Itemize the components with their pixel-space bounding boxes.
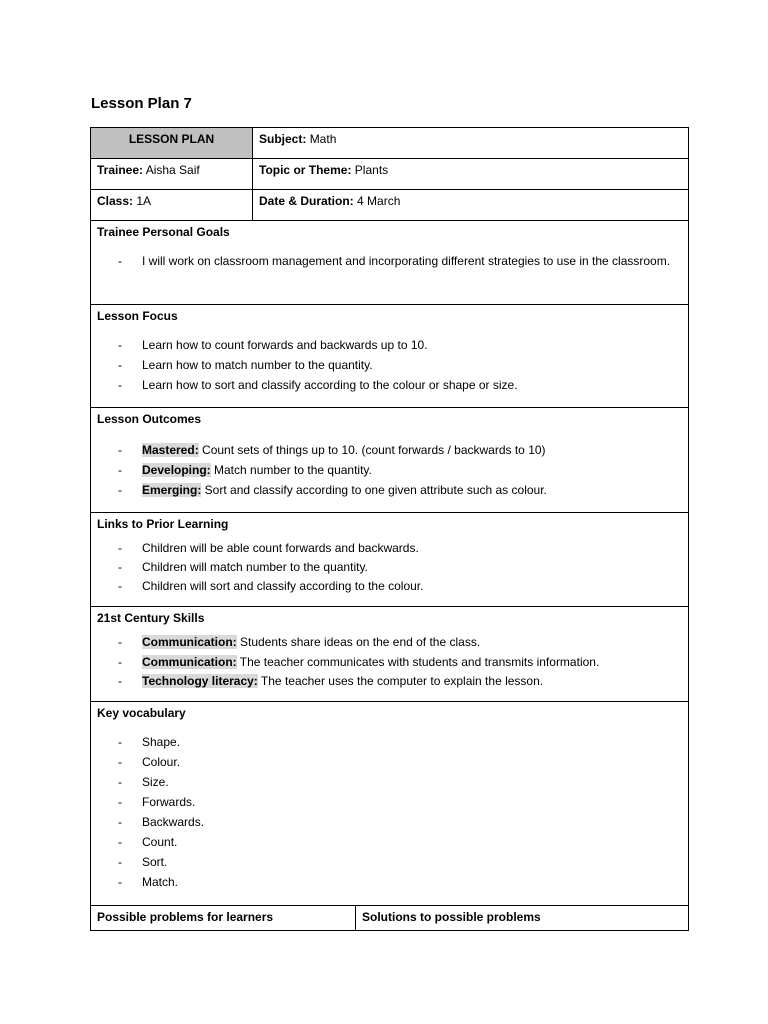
class-label: Class:	[97, 194, 134, 208]
personal-goals-list	[97, 251, 682, 272]
list-item: - Learn how to sort and classify according to the colour or shape or size.	[97, 375, 682, 395]
century-skills-list	[97, 633, 682, 692]
document-title: Lesson Plan 7	[91, 95, 192, 112]
lesson-focus-cell	[91, 305, 689, 408]
date-cell	[253, 190, 689, 221]
section-title: 21st Century Skills	[97, 611, 205, 625]
problems-row	[91, 906, 689, 931]
lesson-focus-list	[97, 335, 682, 395]
trainee-cell	[91, 159, 253, 190]
topic-cell	[253, 159, 689, 190]
skill-text: The teacher uses the computer to explain the lesson.	[257, 674, 544, 688]
list-item: - Shape.	[97, 732, 682, 752]
key-vocabulary-list	[97, 732, 682, 892]
list-item	[97, 460, 682, 480]
list-item: - Children will match number to the quantity.	[97, 558, 682, 577]
trainee-label: Trainee:	[97, 163, 144, 177]
list-item	[97, 653, 682, 673]
trainee-value: Aisha Saif	[145, 163, 200, 177]
lesson-focus-row	[91, 305, 689, 408]
header-row-trainee	[91, 159, 689, 190]
class-cell	[91, 190, 253, 221]
list-item: - Backwards.	[97, 812, 682, 832]
section-title: Lesson Focus	[97, 309, 178, 323]
prior-learning-row	[91, 513, 689, 607]
list-item	[97, 440, 682, 460]
lesson-outcomes-cell	[91, 408, 689, 513]
list-item: - Match.	[97, 872, 682, 892]
section-title: Lesson Outcomes	[97, 412, 202, 426]
skill-text: The teacher communicates with students and transmits information.	[236, 654, 600, 669]
list-item: - Sort.	[97, 852, 682, 872]
outcome-text: Sort and classify according to one given attribute such as colour.	[201, 483, 547, 497]
skill-label: Communication:	[142, 654, 237, 669]
list-item: - Children will be able count forwards and backwards.	[97, 539, 682, 558]
lesson-outcomes-list	[97, 440, 682, 500]
subject-cell	[253, 128, 689, 159]
header-row-subject	[91, 128, 689, 159]
personal-goals-cell	[91, 221, 689, 305]
list-item: - Children will sort and classify according to the colour.	[97, 577, 682, 596]
subject-value: Math	[309, 132, 337, 146]
skill-label: Communication:	[142, 635, 237, 649]
solutions-header: Solutions to possible problems	[362, 910, 541, 924]
list-item	[97, 480, 682, 500]
class-value: 1A	[136, 194, 152, 208]
list-item: - Count.	[97, 832, 682, 852]
date-label: Date & Duration:	[259, 194, 354, 208]
personal-goals-row	[91, 221, 689, 305]
header-row-class	[91, 190, 689, 221]
outcome-text: Match number to the quantity.	[210, 463, 372, 477]
subject-label: Subject:	[259, 132, 307, 146]
outcome-label: Mastered:	[142, 443, 199, 457]
skill-label: Technology literacy:	[142, 674, 258, 688]
topic-value: Plants	[354, 163, 389, 177]
lesson-outcomes-row	[91, 408, 689, 513]
outcome-text: Count sets of things up to 10. (count forwards / backwards to 10)	[198, 443, 546, 457]
century-skills-row	[91, 607, 689, 702]
lesson-plan-table	[90, 127, 689, 931]
century-skills-cell	[91, 607, 689, 702]
list-item: - Colour.	[97, 752, 682, 772]
prior-learning-cell	[91, 513, 689, 607]
list-item	[97, 672, 682, 692]
list-item: - Forwards.	[97, 792, 682, 812]
key-vocabulary-row	[91, 702, 689, 906]
possible-problems-header: Possible problems for learners	[91, 906, 356, 930]
date-value: 4 March	[357, 194, 401, 208]
section-title: Links to Prior Learning	[97, 517, 229, 531]
key-vocabulary-cell	[91, 702, 689, 906]
list-item: - Learn how to count forwards and backwards up to 10.	[97, 335, 682, 355]
list-item	[97, 633, 682, 653]
outcome-label: Developing:	[142, 463, 211, 477]
outcome-label: Emerging:	[142, 483, 202, 497]
lesson-plan-header-cell: LESSON PLAN	[91, 128, 253, 159]
section-title: Trainee Personal Goals	[97, 225, 230, 239]
list-item: - Size.	[97, 772, 682, 792]
problems-cell	[91, 906, 689, 931]
section-title: Key vocabulary	[97, 706, 186, 720]
topic-label: Topic or Theme:	[259, 163, 352, 177]
list-item: - Learn how to match number to the quantity.	[97, 355, 682, 375]
prior-learning-list	[97, 539, 682, 596]
list-item: - I will work on classroom management and incorporating different strategies to use in the classroom.	[97, 251, 682, 272]
skill-text: Students share ideas on the end of the class.	[236, 635, 481, 649]
